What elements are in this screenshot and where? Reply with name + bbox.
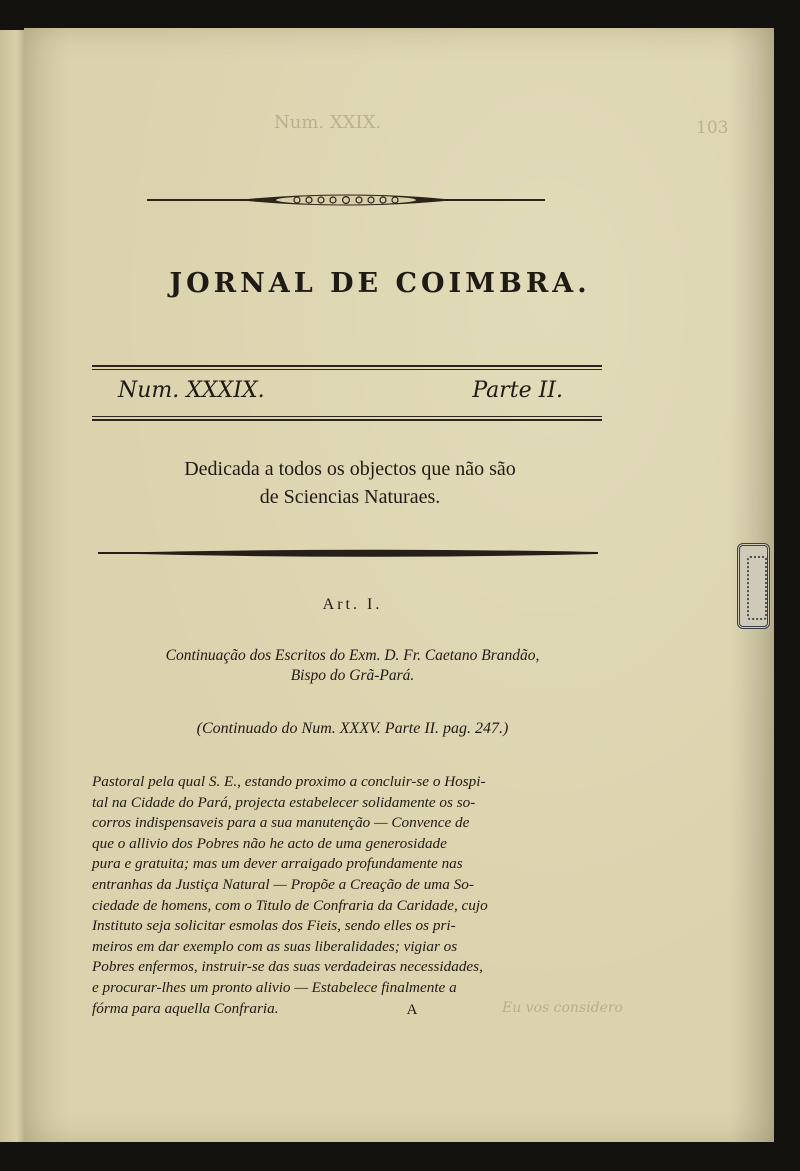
summary-line: Pobres enfermos, instruir-se das suas verdadeiras necessidades,: [92, 958, 483, 976]
issue-part: Parte II.: [472, 378, 563, 403]
double-rule-bottom-a: [92, 416, 602, 417]
journal-title: JORNAL DE COIMBRA.: [169, 268, 591, 299]
bleed-through-page-number: 103: [696, 118, 729, 138]
previous-leaf-edge: [0, 30, 25, 1142]
summary-line: entranhas da Justiça Natural — Propõe a Creação de uma So-: [92, 875, 474, 893]
signature-mark: A: [406, 1002, 418, 1018]
library-tab-marker: [737, 543, 770, 629]
summary-line: meiros em dar exemplo com as suas liberalidades; vigiar os: [92, 937, 458, 955]
dedication-line-2: de Sciencias Naturaes.: [259, 486, 441, 508]
article-title: [100, 646, 605, 686]
summary-line: que o allivio dos Pobres não he acto de uma generosidade: [92, 834, 447, 852]
dedication: [100, 455, 600, 511]
article-title-line-2: Bispo do Grã-Pará.: [290, 667, 415, 684]
summary-line: ciedade de homens, com o Titulo de Confraria da Caridade, cujo: [92, 896, 488, 914]
dedication-line-1: Dedicada a todos os objectos que não são: [184, 458, 516, 480]
summary-line: tal na Cidade do Pará, projecta estabelecer solidamente os so-: [92, 793, 476, 811]
summary-line: Pastoral pela qual S. E., estando proximo a concluir-se o Hospi-: [92, 773, 486, 790]
double-rule-top-a: [92, 365, 602, 367]
summary-line: pura e gratuita; mas um dever arraigado profundamente nas: [92, 855, 463, 873]
double-rule-bottom-b: [92, 419, 602, 421]
ornament-divider-icon: [147, 190, 545, 210]
continuation-note: (Continuado do Num. XXXV. Parte II. pag. 247.): [196, 720, 509, 737]
heavy-rule-divider: [98, 546, 598, 560]
summary-line: corros indispensaveis para a sua manutenção — Convence de: [92, 814, 470, 832]
summary-line: e procurar-lhes um pronto alivio — Estabelece finalmente a: [92, 978, 457, 996]
issue-line: [118, 378, 563, 403]
summary-line: fórma para aquella Confraria.: [92, 999, 279, 1017]
article-title-line-1: Continuação dos Escritos do Exm. D. Fr. Caetano Brandão,: [165, 647, 540, 664]
bleed-through-header: Num. XXIX.: [274, 112, 382, 133]
bleed-through-bottom: Eu vos considero: [502, 1000, 623, 1016]
article-label: Art. I.: [322, 596, 383, 613]
tab-pattern: [747, 556, 767, 620]
issue-number: Num. XXXIX.: [118, 378, 265, 403]
summary-line: Instituto seja solicitar esmolas dos Fieis, sendo elles os pri-: [92, 917, 456, 935]
article-summary: [92, 772, 614, 1019]
double-rule-top-b: [92, 369, 602, 370]
